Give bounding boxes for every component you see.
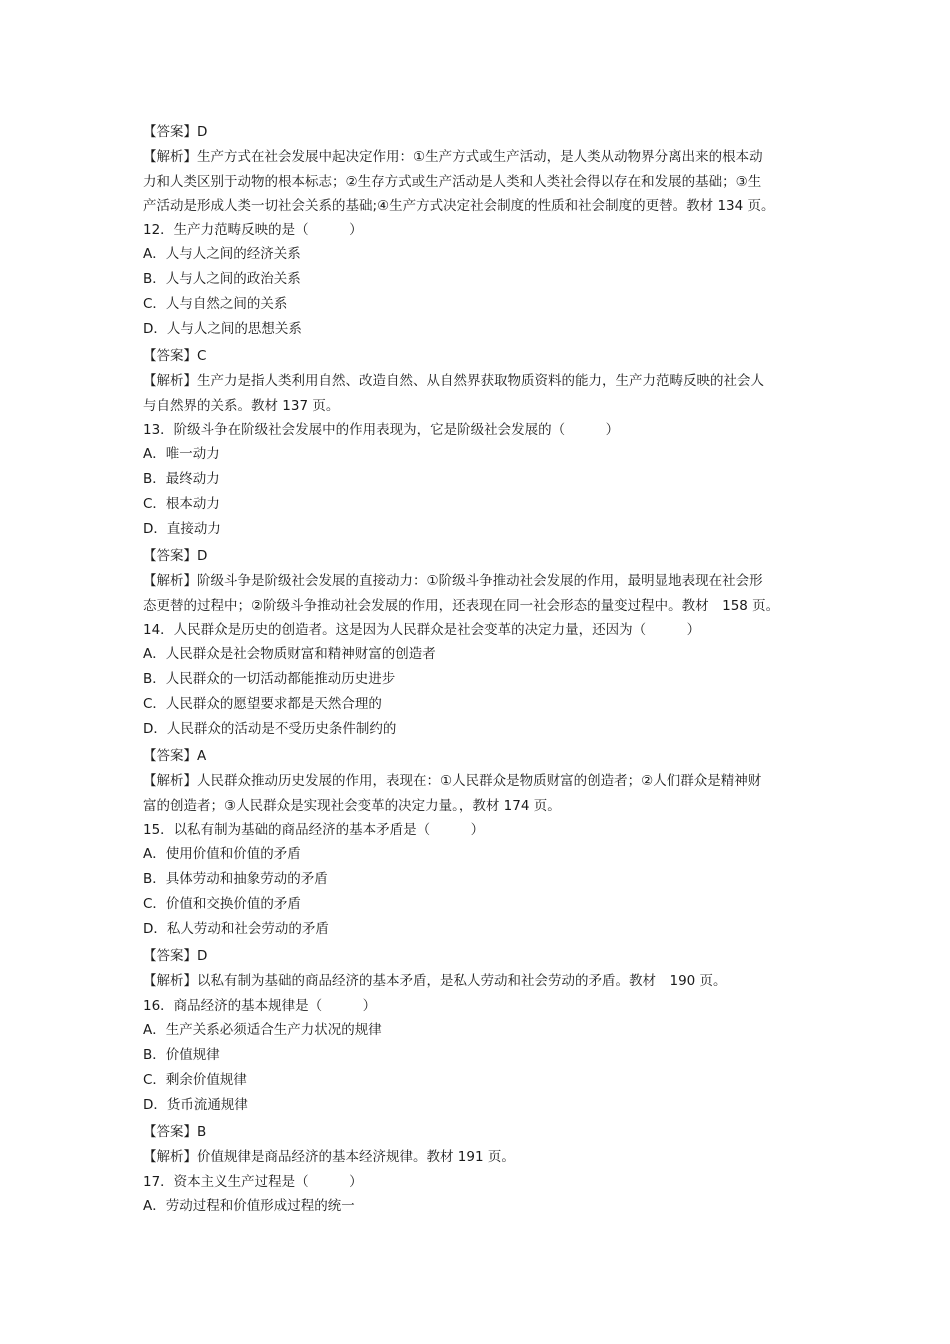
explanation-line: 【解析】阶级斗争是阶级社会发展的直接动力：①阶级斗争推动社会发展的作用，最明显地表现在社会形 <box>143 573 763 589</box>
explanation-continuation-line: 态更替的过程中；②阶级斗争推动社会发展的作用，还表现在同一社会形态的量变过程中。教材 158 页。 <box>143 598 780 614</box>
option-line: B．人与人之间的政治关系 <box>143 271 301 287</box>
option-line: D．直接动力 <box>143 521 221 537</box>
explanation-continuation-line: 产活动是形成人类一切社会关系的基础;④生产方式决定社会制度的性质和社会制度的更替。教材 134 页。 <box>143 198 775 214</box>
explanation-continuation-line: 富的创造者；③人民群众是实现社会变革的决定力量。，教材 174 页。 <box>143 798 561 814</box>
option-line: B．价值规律 <box>143 1047 220 1063</box>
option-line: A．人与人之间的经济关系 <box>143 246 301 262</box>
option-line: A．唯一动力 <box>143 446 220 462</box>
option-line: A．劳动过程和价值形成过程的统一 <box>143 1198 355 1214</box>
explanation-line: 【解析】以私有制为基础的商品经济的基本矛盾，是私人劳动和社会劳动的矛盾。教材 190 页。 <box>143 973 727 989</box>
explanation-line: 【解析】价值规律是商品经济的基本经济规律。教材 191 页。 <box>143 1149 515 1165</box>
option-line: A．生产关系必须适合生产力状况的规律 <box>143 1022 382 1038</box>
question-line: 16．商品经济的基本规律是（ ） <box>143 998 377 1014</box>
explanation-line: 【解析】生产方式在社会发展中起决定作用：①生产方式或生产活动，是人类从动物界分离出来的根本动 <box>143 149 763 165</box>
answer-line: 【答案】D <box>143 124 208 140</box>
question-line: 14．人民群众是历史的创造者。这是因为人民群众是社会变革的决定力量，还因为（ ） <box>143 622 701 638</box>
option-line: B．具体劳动和抽象劳动的矛盾 <box>143 871 328 887</box>
question-line: 12．生产力范畴反映的是（ ） <box>143 222 363 238</box>
option-line: D．人民群众的活动是不受历史条件制约的 <box>143 721 397 737</box>
option-line: B．人民群众的一切活动都能推动历史进步 <box>143 671 396 687</box>
option-line: C．价值和交换价值的矛盾 <box>143 896 301 912</box>
explanation-line: 【解析】生产力是指人类利用自然、改造自然、从自然界获取物质资料的能力，生产力范畴反映的社会人 <box>143 373 764 389</box>
option-line: C．剩余价值规律 <box>143 1072 247 1088</box>
question-line: 15．以私有制为基础的商品经济的基本矛盾是（ ） <box>143 822 485 838</box>
document-body <box>143 118 823 1219</box>
option-line: C．人民群众的愿望要求都是天然合理的 <box>143 696 382 712</box>
option-line: A．使用价值和价值的矛盾 <box>143 846 301 862</box>
answer-line: 【答案】A <box>143 748 207 764</box>
explanation-continuation-line: 力和人类区别于动物的根本标志；②生存方式或生产活动是人类和人类社会得以存在和发展的基础；③生 <box>143 174 762 190</box>
option-line: C．根本动力 <box>143 496 220 512</box>
option-line: D．货币流通规律 <box>143 1097 248 1113</box>
option-line: D．人与人之间的思想关系 <box>143 321 302 337</box>
option-line: A．人民群众是社会物质财富和精神财富的创造者 <box>143 646 436 662</box>
explanation-continuation-line: 与自然界的关系。教材 137 页。 <box>143 398 340 414</box>
question-line: 13．阶级斗争在阶级社会发展中的作用表现为，它是阶级社会发展的（ ） <box>143 422 620 438</box>
answer-line: 【答案】B <box>143 1124 207 1140</box>
explanation-line: 【解析】人民群众推动历史发展的作用，表现在：①人民群众是物质财富的创造者；②人们群众是精神财 <box>143 773 762 789</box>
option-line: D．私人劳动和社会劳动的矛盾 <box>143 921 329 937</box>
answer-line: 【答案】D <box>143 548 208 564</box>
question-line: 17．资本主义生产过程是（ ） <box>143 1174 363 1190</box>
answer-line: 【答案】D <box>143 948 208 964</box>
option-line: C．人与自然之间的关系 <box>143 296 288 312</box>
answer-line: 【答案】C <box>143 348 207 364</box>
option-line: B．最终动力 <box>143 471 220 487</box>
